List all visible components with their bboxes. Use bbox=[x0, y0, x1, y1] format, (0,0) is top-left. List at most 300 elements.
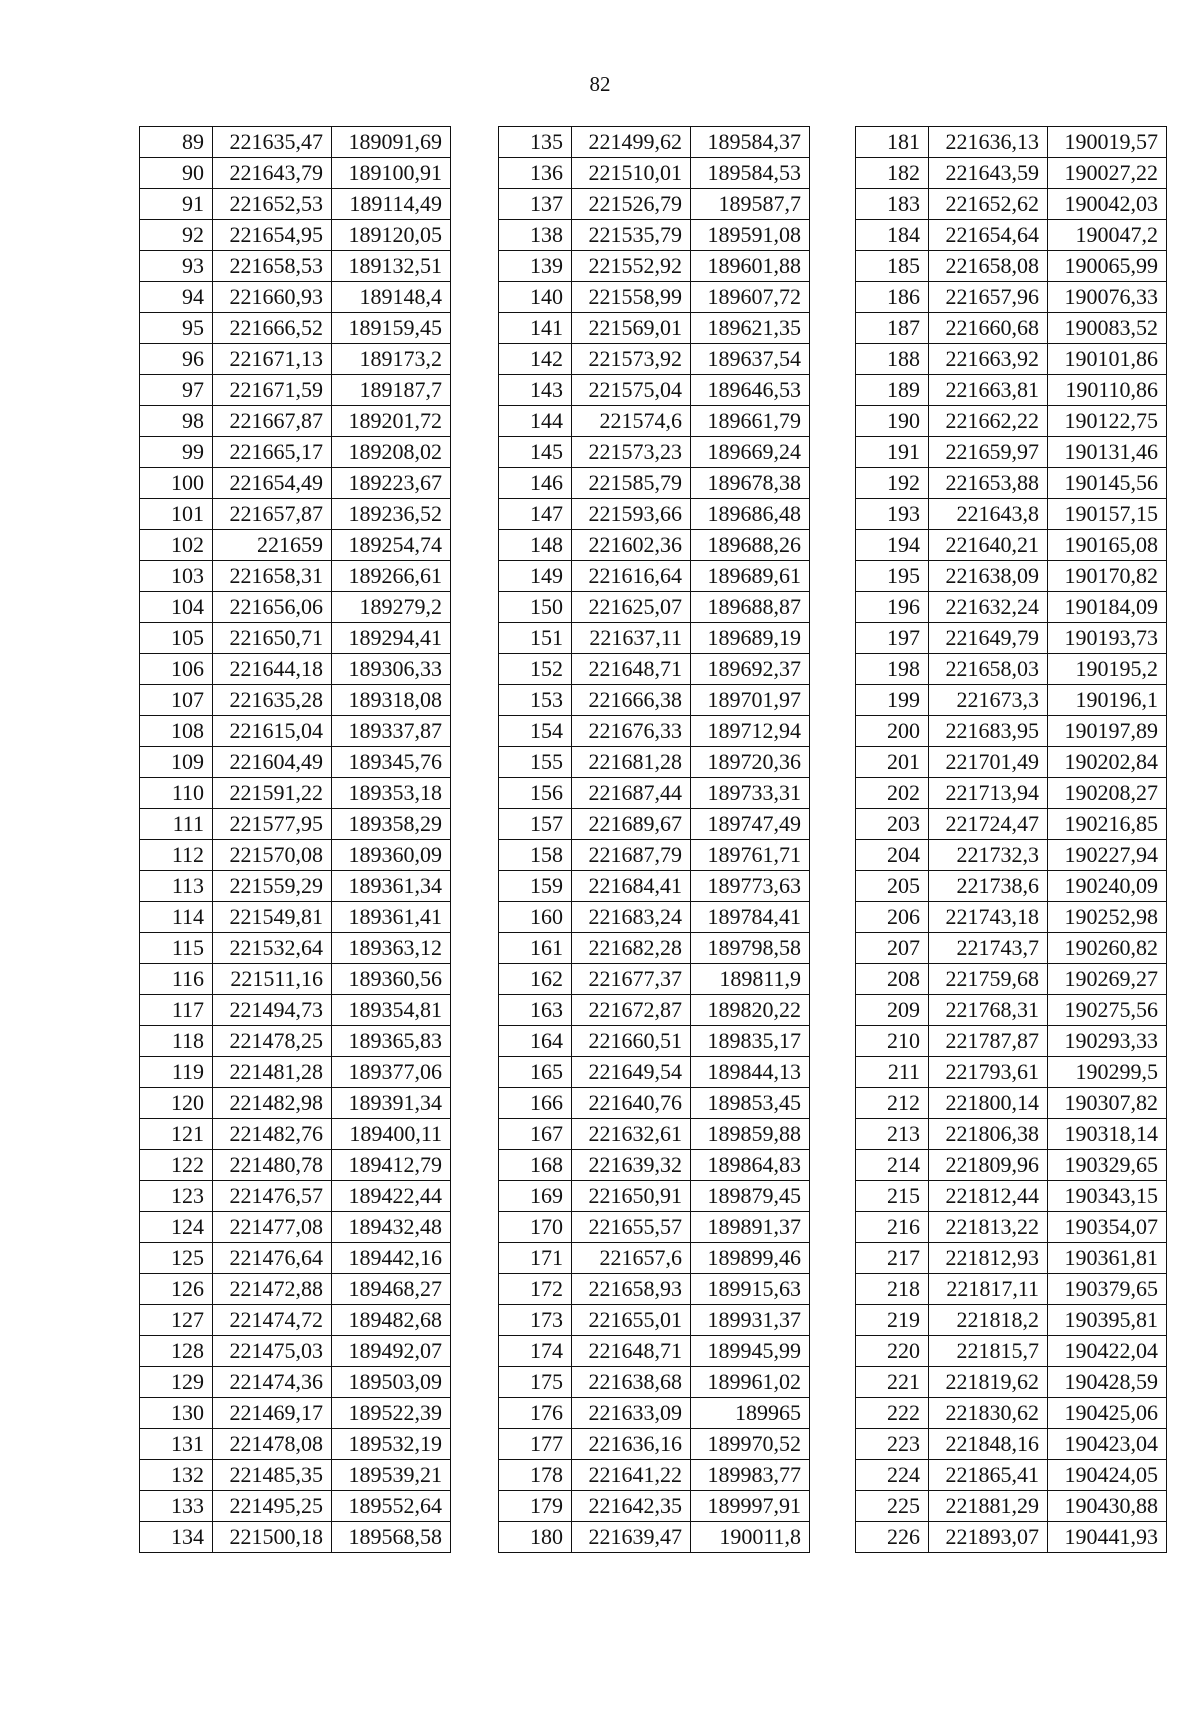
point-number-cell: 119 bbox=[140, 1057, 213, 1088]
table-row bbox=[499, 995, 810, 1026]
point-number-cell: 113 bbox=[140, 871, 213, 902]
point-number-cell: 94 bbox=[140, 282, 213, 313]
point-number-cell: 198 bbox=[856, 654, 929, 685]
table-row bbox=[499, 437, 810, 468]
y-coordinate-cell: 189798,58 bbox=[691, 933, 810, 964]
point-number-cell: 177 bbox=[499, 1429, 572, 1460]
point-number-cell: 188 bbox=[856, 344, 929, 375]
x-coordinate-cell: 221649,79 bbox=[929, 623, 1048, 654]
table-row bbox=[140, 437, 451, 468]
x-coordinate-cell: 221477,08 bbox=[213, 1212, 332, 1243]
point-number-cell: 126 bbox=[140, 1274, 213, 1305]
x-coordinate-cell: 221570,08 bbox=[213, 840, 332, 871]
y-coordinate-cell: 189294,41 bbox=[332, 623, 451, 654]
point-number-cell: 183 bbox=[856, 189, 929, 220]
point-number-cell: 124 bbox=[140, 1212, 213, 1243]
point-number-cell: 93 bbox=[140, 251, 213, 282]
x-coordinate-cell: 221667,87 bbox=[213, 406, 332, 437]
y-coordinate-cell: 189354,81 bbox=[332, 995, 451, 1026]
point-number-cell: 190 bbox=[856, 406, 929, 437]
point-number-cell: 184 bbox=[856, 220, 929, 251]
x-coordinate-cell: 221575,04 bbox=[572, 375, 691, 406]
y-coordinate-cell: 190379,65 bbox=[1048, 1274, 1167, 1305]
x-coordinate-cell: 221658,03 bbox=[929, 654, 1048, 685]
table-row bbox=[856, 375, 1167, 406]
point-number-cell: 158 bbox=[499, 840, 572, 871]
x-coordinate-cell: 221662,22 bbox=[929, 406, 1048, 437]
table-row bbox=[499, 902, 810, 933]
x-coordinate-cell: 221809,96 bbox=[929, 1150, 1048, 1181]
table-row bbox=[140, 995, 451, 1026]
table-row bbox=[140, 871, 451, 902]
table-row bbox=[499, 1367, 810, 1398]
y-coordinate-cell: 190269,27 bbox=[1048, 964, 1167, 995]
x-coordinate-cell: 221743,7 bbox=[929, 933, 1048, 964]
x-coordinate-cell: 221768,31 bbox=[929, 995, 1048, 1026]
table-row bbox=[856, 902, 1167, 933]
table-row bbox=[140, 344, 451, 375]
point-number-cell: 181 bbox=[856, 127, 929, 158]
y-coordinate-cell: 189358,29 bbox=[332, 809, 451, 840]
x-coordinate-cell: 221478,25 bbox=[213, 1026, 332, 1057]
x-coordinate-cell: 221478,08 bbox=[213, 1429, 332, 1460]
table-row bbox=[140, 220, 451, 251]
point-number-cell: 125 bbox=[140, 1243, 213, 1274]
y-coordinate-cell: 189187,7 bbox=[332, 375, 451, 406]
point-number-cell: 175 bbox=[499, 1367, 572, 1398]
table-row bbox=[499, 592, 810, 623]
y-coordinate-cell: 190193,73 bbox=[1048, 623, 1167, 654]
y-coordinate-cell: 189132,51 bbox=[332, 251, 451, 282]
y-coordinate-cell: 189646,53 bbox=[691, 375, 810, 406]
table-row bbox=[499, 747, 810, 778]
point-number-cell: 112 bbox=[140, 840, 213, 871]
y-coordinate-cell: 189539,21 bbox=[332, 1460, 451, 1491]
point-number-cell: 149 bbox=[499, 561, 572, 592]
table-row bbox=[856, 313, 1167, 344]
point-number-cell: 189 bbox=[856, 375, 929, 406]
x-coordinate-cell: 221654,64 bbox=[929, 220, 1048, 251]
point-number-cell: 153 bbox=[499, 685, 572, 716]
point-number-cell: 121 bbox=[140, 1119, 213, 1150]
table-row bbox=[499, 282, 810, 313]
table-row bbox=[499, 468, 810, 499]
x-coordinate-cell: 221677,37 bbox=[572, 964, 691, 995]
point-number-cell: 211 bbox=[856, 1057, 929, 1088]
x-coordinate-cell: 221818,2 bbox=[929, 1305, 1048, 1336]
y-coordinate-cell: 189120,05 bbox=[332, 220, 451, 251]
x-coordinate-cell: 221660,68 bbox=[929, 313, 1048, 344]
x-coordinate-cell: 221641,22 bbox=[572, 1460, 691, 1491]
y-coordinate-cell: 189965 bbox=[691, 1398, 810, 1429]
x-coordinate-cell: 221480,78 bbox=[213, 1150, 332, 1181]
table-row bbox=[499, 499, 810, 530]
y-coordinate-cell: 190240,09 bbox=[1048, 871, 1167, 902]
x-coordinate-cell: 221655,01 bbox=[572, 1305, 691, 1336]
y-coordinate-cell: 190395,81 bbox=[1048, 1305, 1167, 1336]
x-coordinate-cell: 221881,29 bbox=[929, 1491, 1048, 1522]
x-coordinate-cell: 221656,06 bbox=[213, 592, 332, 623]
point-number-cell: 205 bbox=[856, 871, 929, 902]
x-coordinate-cell: 221676,33 bbox=[572, 716, 691, 747]
table-row bbox=[140, 654, 451, 685]
y-coordinate-cell: 189712,94 bbox=[691, 716, 810, 747]
table-row bbox=[499, 313, 810, 344]
table-row bbox=[499, 530, 810, 561]
table-row bbox=[499, 685, 810, 716]
x-coordinate-cell: 221638,68 bbox=[572, 1367, 691, 1398]
y-coordinate-cell: 189353,18 bbox=[332, 778, 451, 809]
point-number-cell: 174 bbox=[499, 1336, 572, 1367]
table-row bbox=[140, 561, 451, 592]
table-row bbox=[140, 468, 451, 499]
point-number-cell: 154 bbox=[499, 716, 572, 747]
point-number-cell: 179 bbox=[499, 1491, 572, 1522]
table-row bbox=[140, 1243, 451, 1274]
point-number-cell: 196 bbox=[856, 592, 929, 623]
table-row bbox=[499, 189, 810, 220]
table-row bbox=[856, 189, 1167, 220]
table-row bbox=[856, 592, 1167, 623]
y-coordinate-cell: 189879,45 bbox=[691, 1181, 810, 1212]
table-row bbox=[499, 840, 810, 871]
point-number-cell: 215 bbox=[856, 1181, 929, 1212]
point-number-cell: 185 bbox=[856, 251, 929, 282]
table-row bbox=[856, 1026, 1167, 1057]
table-row bbox=[140, 375, 451, 406]
x-coordinate-cell: 221652,62 bbox=[929, 189, 1048, 220]
y-coordinate-cell: 190361,81 bbox=[1048, 1243, 1167, 1274]
table-row bbox=[499, 1460, 810, 1491]
table-row bbox=[856, 530, 1167, 561]
y-coordinate-cell: 189689,61 bbox=[691, 561, 810, 592]
x-coordinate-cell: 221658,93 bbox=[572, 1274, 691, 1305]
y-coordinate-cell: 190422,04 bbox=[1048, 1336, 1167, 1367]
point-number-cell: 97 bbox=[140, 375, 213, 406]
point-number-cell: 193 bbox=[856, 499, 929, 530]
y-coordinate-cell: 189432,48 bbox=[332, 1212, 451, 1243]
x-coordinate-cell: 221738,6 bbox=[929, 871, 1048, 902]
point-number-cell: 147 bbox=[499, 499, 572, 530]
x-coordinate-cell: 221552,92 bbox=[572, 251, 691, 282]
table-row bbox=[856, 685, 1167, 716]
table-row bbox=[856, 561, 1167, 592]
point-number-cell: 140 bbox=[499, 282, 572, 313]
coordinates-table-2 bbox=[498, 126, 810, 1553]
point-number-cell: 208 bbox=[856, 964, 929, 995]
point-number-cell: 104 bbox=[140, 592, 213, 623]
y-coordinate-cell: 189637,54 bbox=[691, 344, 810, 375]
table-row bbox=[140, 716, 451, 747]
x-coordinate-cell: 221559,29 bbox=[213, 871, 332, 902]
y-coordinate-cell: 189701,97 bbox=[691, 685, 810, 716]
x-coordinate-cell: 221526,79 bbox=[572, 189, 691, 220]
point-number-cell: 207 bbox=[856, 933, 929, 964]
table-row bbox=[140, 1119, 451, 1150]
x-coordinate-cell: 221687,44 bbox=[572, 778, 691, 809]
y-coordinate-cell: 189522,39 bbox=[332, 1398, 451, 1429]
y-coordinate-cell: 190047,2 bbox=[1048, 220, 1167, 251]
point-number-cell: 202 bbox=[856, 778, 929, 809]
table-row bbox=[856, 282, 1167, 313]
table-row bbox=[856, 1150, 1167, 1181]
table-row bbox=[856, 1460, 1167, 1491]
table-row bbox=[499, 623, 810, 654]
point-number-cell: 192 bbox=[856, 468, 929, 499]
x-coordinate-cell: 221481,28 bbox=[213, 1057, 332, 1088]
y-coordinate-cell: 190122,75 bbox=[1048, 406, 1167, 437]
y-coordinate-cell: 189820,22 bbox=[691, 995, 810, 1026]
point-number-cell: 160 bbox=[499, 902, 572, 933]
point-number-cell: 129 bbox=[140, 1367, 213, 1398]
table-row bbox=[499, 654, 810, 685]
x-coordinate-cell: 221657,6 bbox=[572, 1243, 691, 1274]
y-coordinate-cell: 189412,79 bbox=[332, 1150, 451, 1181]
y-coordinate-cell: 190202,84 bbox=[1048, 747, 1167, 778]
x-coordinate-cell: 221636,16 bbox=[572, 1429, 691, 1460]
table-row bbox=[499, 933, 810, 964]
y-coordinate-cell: 189568,58 bbox=[332, 1522, 451, 1553]
table-row bbox=[499, 127, 810, 158]
y-coordinate-cell: 189361,34 bbox=[332, 871, 451, 902]
y-coordinate-cell: 189208,02 bbox=[332, 437, 451, 468]
point-number-cell: 178 bbox=[499, 1460, 572, 1491]
x-coordinate-cell: 221893,07 bbox=[929, 1522, 1048, 1553]
y-coordinate-cell: 189363,12 bbox=[332, 933, 451, 964]
table-row bbox=[856, 127, 1167, 158]
y-coordinate-cell: 190170,82 bbox=[1048, 561, 1167, 592]
y-coordinate-cell: 189747,49 bbox=[691, 809, 810, 840]
point-number-cell: 201 bbox=[856, 747, 929, 778]
table-row bbox=[856, 251, 1167, 282]
table-row bbox=[856, 1305, 1167, 1336]
x-coordinate-cell: 221663,81 bbox=[929, 375, 1048, 406]
y-coordinate-cell: 189266,61 bbox=[332, 561, 451, 592]
table-row bbox=[856, 1429, 1167, 1460]
x-coordinate-cell: 221666,38 bbox=[572, 685, 691, 716]
table-row bbox=[140, 902, 451, 933]
table-row bbox=[499, 1212, 810, 1243]
y-coordinate-cell: 190065,99 bbox=[1048, 251, 1167, 282]
table-row bbox=[856, 778, 1167, 809]
table-row bbox=[856, 1088, 1167, 1119]
table-row bbox=[140, 406, 451, 437]
y-coordinate-cell: 189482,68 bbox=[332, 1305, 451, 1336]
x-coordinate-cell: 221654,49 bbox=[213, 468, 332, 499]
point-number-cell: 98 bbox=[140, 406, 213, 437]
y-coordinate-cell: 189091,69 bbox=[332, 127, 451, 158]
x-coordinate-cell: 221812,44 bbox=[929, 1181, 1048, 1212]
x-coordinate-cell: 221475,03 bbox=[213, 1336, 332, 1367]
table-row bbox=[140, 158, 451, 189]
x-coordinate-cell: 221743,18 bbox=[929, 902, 1048, 933]
table-row bbox=[140, 623, 451, 654]
table-row bbox=[499, 1336, 810, 1367]
point-number-cell: 120 bbox=[140, 1088, 213, 1119]
point-number-cell: 143 bbox=[499, 375, 572, 406]
y-coordinate-cell: 190131,46 bbox=[1048, 437, 1167, 468]
point-number-cell: 182 bbox=[856, 158, 929, 189]
point-number-cell: 131 bbox=[140, 1429, 213, 1460]
y-coordinate-cell: 190208,27 bbox=[1048, 778, 1167, 809]
x-coordinate-cell: 221787,87 bbox=[929, 1026, 1048, 1057]
table-row bbox=[499, 1491, 810, 1522]
y-coordinate-cell: 190299,5 bbox=[1048, 1057, 1167, 1088]
x-coordinate-cell: 221616,64 bbox=[572, 561, 691, 592]
point-number-cell: 157 bbox=[499, 809, 572, 840]
point-number-cell: 173 bbox=[499, 1305, 572, 1336]
point-number-cell: 146 bbox=[499, 468, 572, 499]
table-row bbox=[856, 1181, 1167, 1212]
x-coordinate-cell: 221732,3 bbox=[929, 840, 1048, 871]
table-row bbox=[140, 1522, 451, 1553]
y-coordinate-cell: 189773,63 bbox=[691, 871, 810, 902]
x-coordinate-cell: 221643,59 bbox=[929, 158, 1048, 189]
table-row bbox=[140, 1212, 451, 1243]
table-row bbox=[499, 1026, 810, 1057]
y-coordinate-cell: 189279,2 bbox=[332, 592, 451, 623]
table-row bbox=[140, 1460, 451, 1491]
point-number-cell: 204 bbox=[856, 840, 929, 871]
table-row bbox=[140, 592, 451, 623]
table-row bbox=[140, 809, 451, 840]
x-coordinate-cell: 221650,71 bbox=[213, 623, 332, 654]
point-number-cell: 163 bbox=[499, 995, 572, 1026]
point-number-cell: 148 bbox=[499, 530, 572, 561]
point-number-cell: 91 bbox=[140, 189, 213, 220]
x-coordinate-cell: 221793,61 bbox=[929, 1057, 1048, 1088]
table-row bbox=[856, 840, 1167, 871]
x-coordinate-cell: 221819,62 bbox=[929, 1367, 1048, 1398]
table-row bbox=[140, 530, 451, 561]
table-row bbox=[140, 964, 451, 995]
point-number-cell: 115 bbox=[140, 933, 213, 964]
x-coordinate-cell: 221659,97 bbox=[929, 437, 1048, 468]
y-coordinate-cell: 189961,02 bbox=[691, 1367, 810, 1398]
x-coordinate-cell: 221574,6 bbox=[572, 406, 691, 437]
x-coordinate-cell: 221681,28 bbox=[572, 747, 691, 778]
y-coordinate-cell: 190430,88 bbox=[1048, 1491, 1167, 1522]
x-coordinate-cell: 221806,38 bbox=[929, 1119, 1048, 1150]
table-row bbox=[499, 406, 810, 437]
x-coordinate-cell: 221499,62 bbox=[572, 127, 691, 158]
y-coordinate-cell: 189591,08 bbox=[691, 220, 810, 251]
table-row bbox=[499, 220, 810, 251]
x-coordinate-cell: 221510,01 bbox=[572, 158, 691, 189]
point-number-cell: 106 bbox=[140, 654, 213, 685]
y-coordinate-cell: 189365,83 bbox=[332, 1026, 451, 1057]
y-coordinate-cell: 190011,8 bbox=[691, 1522, 810, 1553]
x-coordinate-cell: 221494,73 bbox=[213, 995, 332, 1026]
point-number-cell: 162 bbox=[499, 964, 572, 995]
point-number-cell: 114 bbox=[140, 902, 213, 933]
x-coordinate-cell: 221633,09 bbox=[572, 1398, 691, 1429]
x-coordinate-cell: 221573,23 bbox=[572, 437, 691, 468]
x-coordinate-cell: 221495,25 bbox=[213, 1491, 332, 1522]
point-number-cell: 164 bbox=[499, 1026, 572, 1057]
x-coordinate-cell: 221817,11 bbox=[929, 1274, 1048, 1305]
point-number-cell: 123 bbox=[140, 1181, 213, 1212]
table-row bbox=[140, 1491, 451, 1522]
y-coordinate-cell: 189254,74 bbox=[332, 530, 451, 561]
y-coordinate-cell: 189859,88 bbox=[691, 1119, 810, 1150]
y-coordinate-cell: 189621,35 bbox=[691, 313, 810, 344]
x-coordinate-cell: 221638,09 bbox=[929, 561, 1048, 592]
y-coordinate-cell: 189720,36 bbox=[691, 747, 810, 778]
table-row bbox=[499, 158, 810, 189]
point-number-cell: 199 bbox=[856, 685, 929, 716]
y-coordinate-cell: 190424,05 bbox=[1048, 1460, 1167, 1491]
y-coordinate-cell: 189337,87 bbox=[332, 716, 451, 747]
point-number-cell: 217 bbox=[856, 1243, 929, 1274]
table-row bbox=[140, 127, 451, 158]
y-coordinate-cell: 189688,26 bbox=[691, 530, 810, 561]
point-number-cell: 130 bbox=[140, 1398, 213, 1429]
x-coordinate-cell: 221660,93 bbox=[213, 282, 332, 313]
y-coordinate-cell: 190076,33 bbox=[1048, 282, 1167, 313]
x-coordinate-cell: 221476,64 bbox=[213, 1243, 332, 1274]
table-row bbox=[856, 1398, 1167, 1429]
point-number-cell: 127 bbox=[140, 1305, 213, 1336]
table-row bbox=[856, 1274, 1167, 1305]
y-coordinate-cell: 189552,64 bbox=[332, 1491, 451, 1522]
page-number: 82 bbox=[589, 72, 611, 96]
y-coordinate-cell: 190318,14 bbox=[1048, 1119, 1167, 1150]
y-coordinate-cell: 189584,53 bbox=[691, 158, 810, 189]
y-coordinate-cell: 189201,72 bbox=[332, 406, 451, 437]
table-row bbox=[856, 1522, 1167, 1553]
x-coordinate-cell: 221813,22 bbox=[929, 1212, 1048, 1243]
table-row bbox=[140, 840, 451, 871]
point-number-cell: 139 bbox=[499, 251, 572, 282]
x-coordinate-cell: 221573,92 bbox=[572, 344, 691, 375]
table-row bbox=[140, 685, 451, 716]
x-coordinate-cell: 221469,17 bbox=[213, 1398, 332, 1429]
y-coordinate-cell: 189784,41 bbox=[691, 902, 810, 933]
y-coordinate-cell: 189391,34 bbox=[332, 1088, 451, 1119]
y-coordinate-cell: 190019,57 bbox=[1048, 127, 1167, 158]
y-coordinate-cell: 190195,2 bbox=[1048, 654, 1167, 685]
y-coordinate-cell: 190184,09 bbox=[1048, 592, 1167, 623]
table-row bbox=[499, 561, 810, 592]
table-row bbox=[499, 716, 810, 747]
y-coordinate-cell: 189492,07 bbox=[332, 1336, 451, 1367]
point-number-cell: 108 bbox=[140, 716, 213, 747]
point-number-cell: 218 bbox=[856, 1274, 929, 1305]
point-number-cell: 172 bbox=[499, 1274, 572, 1305]
point-number-cell: 191 bbox=[856, 437, 929, 468]
y-coordinate-cell: 190441,93 bbox=[1048, 1522, 1167, 1553]
y-coordinate-cell: 190425,06 bbox=[1048, 1398, 1167, 1429]
point-number-cell: 155 bbox=[499, 747, 572, 778]
table-row bbox=[140, 1057, 451, 1088]
point-number-cell: 166 bbox=[499, 1088, 572, 1119]
y-coordinate-cell: 189864,83 bbox=[691, 1150, 810, 1181]
y-coordinate-cell: 190275,56 bbox=[1048, 995, 1167, 1026]
x-coordinate-cell: 221649,54 bbox=[572, 1057, 691, 1088]
y-coordinate-cell: 189997,91 bbox=[691, 1491, 810, 1522]
x-coordinate-cell: 221636,13 bbox=[929, 127, 1048, 158]
x-coordinate-cell: 221687,79 bbox=[572, 840, 691, 871]
x-coordinate-cell: 221604,49 bbox=[213, 747, 332, 778]
x-coordinate-cell: 221663,92 bbox=[929, 344, 1048, 375]
table-row bbox=[499, 375, 810, 406]
x-coordinate-cell: 221812,93 bbox=[929, 1243, 1048, 1274]
table-row bbox=[856, 809, 1167, 840]
x-coordinate-cell: 221485,35 bbox=[213, 1460, 332, 1491]
point-number-cell: 203 bbox=[856, 809, 929, 840]
y-coordinate-cell: 189377,06 bbox=[332, 1057, 451, 1088]
